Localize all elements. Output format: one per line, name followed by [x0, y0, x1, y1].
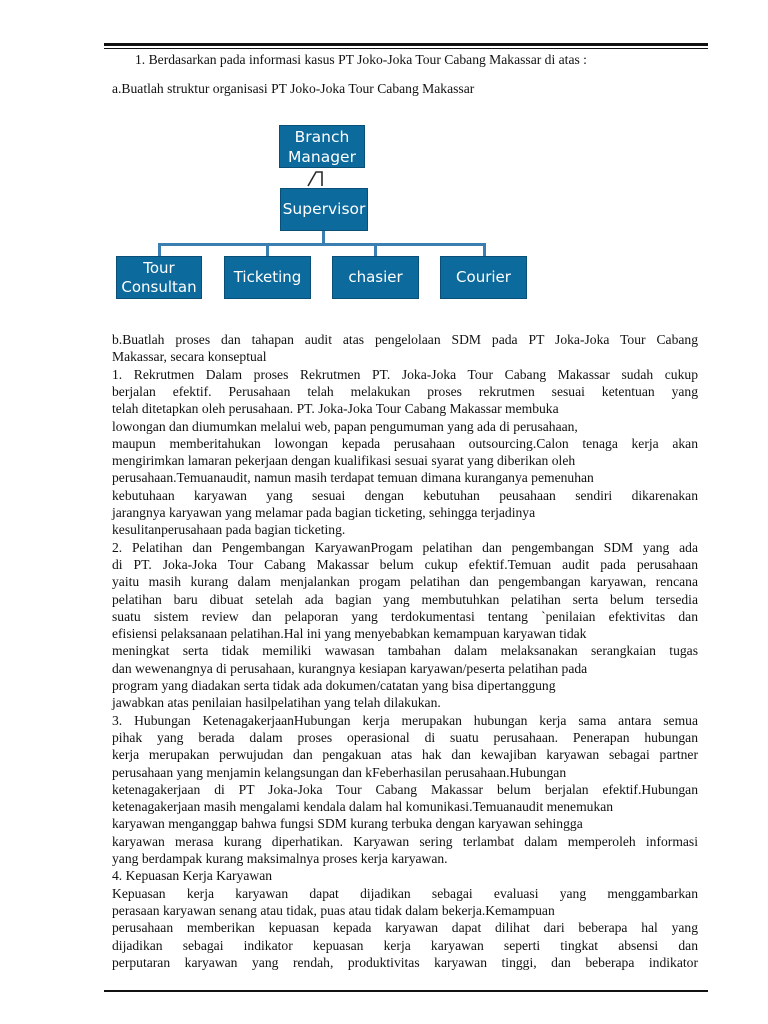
- connector-drop-1: [158, 243, 161, 256]
- text-line: pihak yang berada dalam proses operasional di suatu perusahaan. Penerapan hubungan: [112, 729, 698, 745]
- org-box-courier: Courier: [440, 256, 527, 299]
- connector-drop-3: [374, 243, 377, 256]
- connector-drop-4: [483, 243, 486, 256]
- text-line: di PT. Joka-Joka Tour Cabang Makassar belum cukup efektif.Temuan audit pada perusahaan: [112, 556, 698, 572]
- part-a-heading: a.Buatlah struktur organisasi PT Joko-Joka Tour Cabang Makassar: [112, 81, 475, 96]
- text-line: dan wewenangnya di perusahaan, kurangnya kesiapan karyawan/peserta pelatihan pada: [112, 660, 588, 676]
- text-line: kebutuhaan karyawan yang sesuai dengan kebutuhan peusahaan sendiri dikarenakan: [112, 487, 698, 503]
- text-line: telah ditetapkan oleh perusahaan. PT. Joka-Joka Tour Cabang Makassar membuka: [112, 401, 559, 417]
- text-line: program yang diadakan serta tidak ada dokumen/catatan yang bisa dipertanggung: [112, 678, 556, 693]
- text-line: meningkat serta tidak memiliki wawasan tambahan dalam melaksanakan serangkaian tugas: [112, 643, 698, 659]
- text-line: lowongan dan diumumkan melalui web, papan pengumuman yang ada di perusahaan,: [112, 418, 578, 434]
- org-box-chasier: chasier: [332, 256, 419, 299]
- connector-horizontal: [158, 243, 486, 246]
- text-line: 4. Kepuasan Kerja Karyawan: [112, 868, 273, 884]
- text-line: pelatihan baru dibuat setelah ada bagian yang membutuhkan pelatihan serta belum tersedia: [112, 591, 698, 607]
- text-line: karyawan merasa kurang diperhatikan. Karyawan sering terlambat dalam memperoleh informasi: [112, 833, 698, 849]
- org-box-branch-manager: Branch Manager: [279, 125, 365, 168]
- text-line: b.Buatlah proses dan tahapan audit atas pengelolaan SDM pada PT Joka-Joka Tour Cabang: [112, 332, 698, 347]
- text-line: yang berdampak kurang maksimalnya proses kerja karyawan.: [112, 851, 448, 866]
- text-line: jawabkan atas penilaian hasilpelatihan yang telah dilakukan.: [112, 695, 441, 711]
- text-line: Kepuasan kerja karyawan dapat dijadikan sebagai evaluasi yang menggambarkan: [112, 885, 698, 901]
- text-line: kerja merupakan perwujudan dan pengakuan atas hak dan kewajiban karyawan sebagai partner: [112, 747, 698, 763]
- text-line: ketenagakerjaan masih mengalami kendala dalam hal komunikasi.Temuanaudit menemukan: [112, 799, 614, 815]
- text-line: 1. Rekrutmen Dalam proses Rekrutmen PT. Joka-Joka Tour Cabang Makassar sudah cukup: [112, 366, 698, 382]
- text-line: 2. Pelatihan dan Pengembangan KaryawanProgam pelatihan dan pengembangan SDM yang ada: [112, 539, 698, 555]
- connector-drop-2: [266, 243, 269, 256]
- text-line: suatu sistem review dan pelaporan yang terdokumentasi tentang `penilaian efektivitas dan: [112, 608, 698, 624]
- text-line: kesulitanperusahaan pada bagian ticketing.: [112, 522, 346, 538]
- text-line: perasaan karyawan senang atau tidak, puas atau tidak dalam bekerja.Kemampuan: [112, 902, 555, 918]
- org-box-tour-consultan: Tour Consultan: [116, 256, 202, 299]
- text-line: efisiensi pelaksanaan pelatihan.Hal ini yang menyebabkan kemampuan karyawan tidak: [112, 626, 587, 642]
- text-line: ketenagakerjaan di PT Joka-Joka Tour Cabang Makassar belum berjalan efektif.Hubungan: [112, 781, 698, 797]
- top-rule-thin: [104, 48, 708, 49]
- text-line: dijadikan sebagai indikator kepuasan kerja karyawan seperti tingkat absensi dan: [112, 937, 698, 953]
- question-heading: 1. Berdasarkan pada informasi kasus PT Joko-Joka Tour Cabang Makassar di atas :: [135, 52, 587, 67]
- org-box-ticketing: Ticketing: [224, 256, 311, 299]
- text-line: Makassar, secara konseptual: [112, 349, 267, 365]
- text-line: jarangnya karyawan yang melamar pada bagian ticketing, sehingga terjadinya: [112, 505, 536, 520]
- text-line: perputaran karyawan yang rendah, produktivitas karyawan tinggi, dan beberapa indikator: [112, 954, 698, 970]
- text-line: mengirimkan lamaran pekerjaan dengan kualifikasi sesuai syarat yang diberikan oleh: [112, 453, 576, 469]
- text-line: karyawan menganggap bahwa fungsi SDM kurang terbuka dengan karyawan sehingga: [112, 816, 583, 832]
- org-box-supervisor: Supervisor: [280, 188, 368, 231]
- bottom-rule: [104, 990, 708, 992]
- text-line: berjalan efektif. Perusahaan telah melakukan proses rekrutmen sesuai ketentuan yang: [112, 383, 698, 399]
- text-line: perusahaan.Temuanaudit, namun masih terdapat temuan dimana kuranganya pemenuhan: [112, 470, 594, 486]
- text-line: perusahaan yang menjamin kelangsungan dan kFeberhasilan perusahaan.Hubungan: [112, 764, 567, 780]
- text-line: yaitu masih kurang dalam menjalankan progam pelatihan dan pengembangan karyawan, rencana: [112, 574, 698, 590]
- text-line: maupun memberitahukan lowongan kepada perusahaan outsourcing.Calon tenaga kerja akan: [112, 435, 698, 451]
- top-rule-thick: [104, 43, 708, 46]
- text-line: 3. Hubungan KetenagakerjaanHubungan kerja merupakan hubungan kerja sama antara semua: [112, 712, 698, 728]
- text-line: perusahaan memberikan kepuasan kepada karyawan dapat dilihat dari beberapa hal yang: [112, 920, 698, 936]
